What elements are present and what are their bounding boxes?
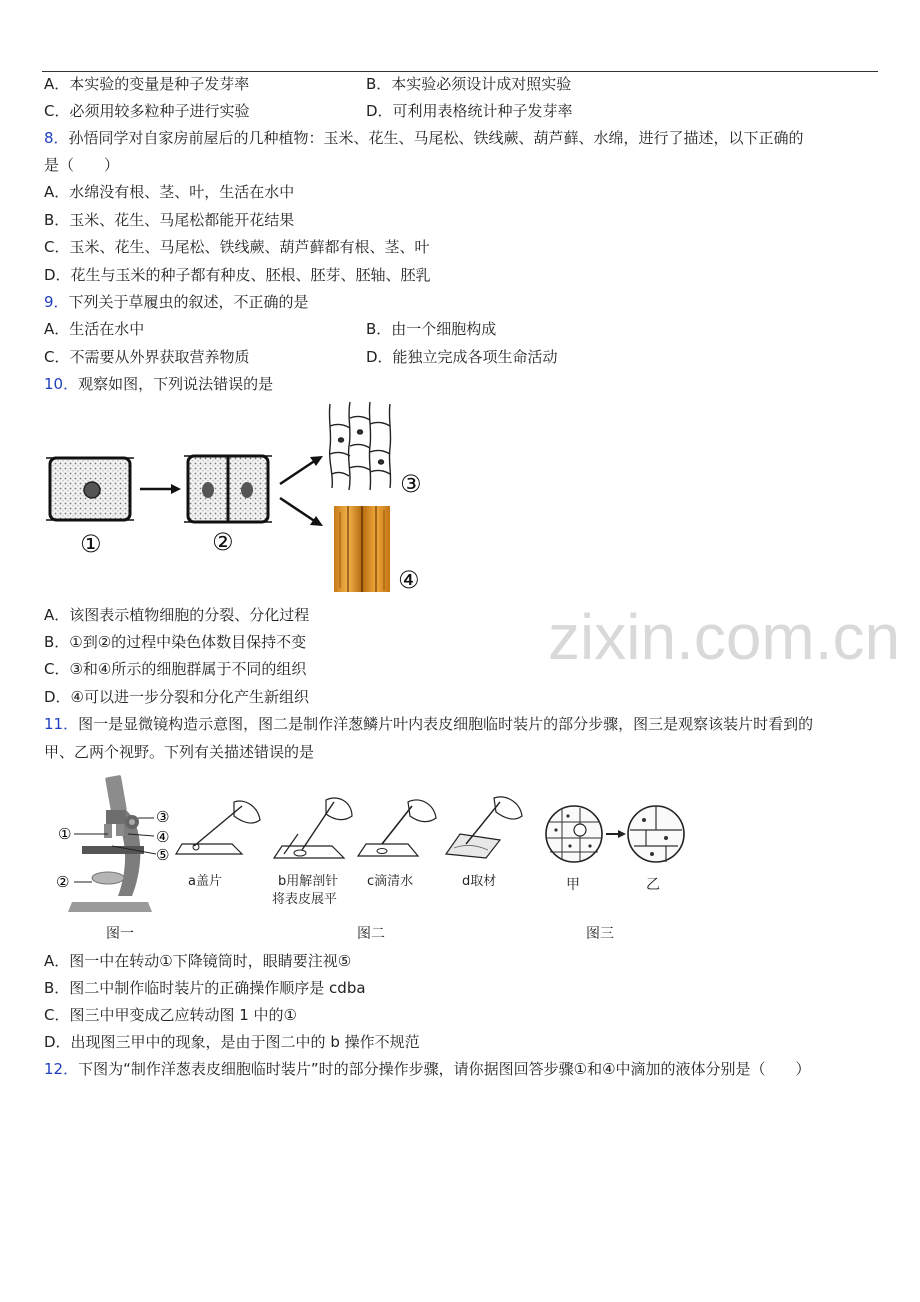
- microscope-label-2: ②: [56, 873, 70, 891]
- q10-option-a: A．该图表示植物细胞的分裂、分化过程: [44, 606, 310, 624]
- view-jia-yi-drawing: [540, 800, 690, 870]
- q11-option-b: B．图二中制作临时装片的正确操作顺序是 cdba: [44, 979, 366, 997]
- q12-number: 12．: [44, 1060, 79, 1078]
- q8-option-a: A．水绵没有根、茎、叶，生活在水中: [44, 183, 295, 201]
- tissue-three-drawing: [329, 402, 390, 490]
- q10-option-b: B．①到②的过程中染色体数目保持不变: [44, 633, 307, 651]
- watermark: zixin.com.cn: [548, 601, 901, 673]
- step-b-label-line1: b用解剖针: [278, 874, 339, 889]
- arrow-down: [280, 498, 316, 522]
- q10-option-d: D．④可以进一步分裂和分化产生新组织: [44, 688, 309, 706]
- step-b-drawing: [268, 794, 364, 864]
- microscope-label-3: ③: [156, 808, 170, 826]
- view-jia-label: 甲: [566, 877, 580, 893]
- figure-two-caption: 图二: [357, 926, 385, 942]
- q10-option-c: C．③和④所示的细胞群属于不同的组织: [44, 660, 307, 678]
- cell-two-drawing: [184, 456, 272, 522]
- figure-one-caption: 图一: [106, 926, 134, 942]
- q11-option-c: C．图三中甲变成乙应转动图 1 中的①: [44, 1006, 298, 1024]
- view-yi-label: 乙: [646, 877, 660, 893]
- q7-option-d: D．可利用表格统计种子发芽率: [366, 102, 573, 120]
- q8-stem-line2: 是（ ）: [44, 156, 120, 174]
- q8-option-c: C．玉米、花生、马尾松、铁线蕨、葫芦藓都有根、茎、叶: [44, 238, 430, 256]
- tissue-four-drawing: [334, 506, 390, 592]
- q7-option-c: C．必须用较多粒种子进行实验: [44, 102, 250, 120]
- q12-stem-text: 下图为“制作洋葱表皮细胞临时装片”时的部分操作步骤，请你据图回答步骤①和④中滴加的液体分别是（ ）: [78, 1060, 811, 1078]
- q8-option-d: D．花生与玉米的种子都有种皮、胚根、胚芽、胚轴、胚乳: [44, 266, 431, 284]
- q11-stem-line2: 甲、乙两个视野。下列有关描述错误的是: [44, 743, 315, 761]
- q9-option-d: D．能独立完成各项生命活动: [366, 348, 558, 366]
- step-a-drawing: [172, 792, 266, 862]
- q12-stem: [44, 1058, 811, 1080]
- q9-option-a: A．生活在水中: [44, 320, 145, 338]
- figure-three-caption: 图三: [586, 926, 614, 942]
- q11-stem-line1: [44, 713, 813, 735]
- step-a-label: a盖片: [188, 874, 222, 889]
- q11-option-a: A．图一中在转动①下降镜筒时，眼睛要注视⑤: [44, 952, 352, 970]
- q11-stem-text: 图一是显微镜构造示意图，图二是制作洋葱鳞片叶内表皮细胞临时装片的部分步骤，图三是观察该装片时看到的: [78, 715, 814, 733]
- microscope-label-4: ④: [156, 828, 170, 846]
- q9-option-c: C．不需要从外界获取营养物质: [44, 348, 250, 366]
- q10-stem-text: 观察如图，下列说法错误的是: [78, 375, 274, 393]
- cell-one-drawing: [46, 458, 134, 520]
- fig-label-3: ③: [400, 470, 422, 498]
- step-d-drawing: [440, 794, 530, 862]
- step-d-label: d取材: [462, 874, 497, 889]
- q9-number: 9．: [44, 293, 69, 311]
- q11-number: 11．: [44, 715, 79, 733]
- q11-option-d: D．出现图三甲中的现象，是由于图二中的 b 操作不规范: [44, 1033, 420, 1051]
- step-b-label-line2: 将表皮展平: [272, 892, 338, 907]
- microscope-label-1: ①: [58, 825, 72, 843]
- q7-option-a: A．本实验的变量是种子发芽率: [44, 75, 250, 93]
- q10-stem: [44, 373, 273, 395]
- q11-microscope-figure: [52, 770, 182, 920]
- step-c-label: c滴清水: [367, 874, 414, 889]
- fig-label-2: ②: [212, 528, 234, 556]
- header-rule: [42, 71, 878, 72]
- q10-cell-division-figure: [44, 402, 444, 598]
- fig-label-1: ①: [80, 530, 102, 558]
- step-c-drawing: [356, 796, 446, 862]
- arrow-up: [280, 460, 316, 484]
- q9-stem-text: 下列关于草履虫的叙述，不正确的是: [68, 293, 309, 311]
- q8-stem-text: 孙悟同学对自家房前屋后的几种植物：玉米、花生、马尾松、铁线蕨、葫芦藓、水绵，进行了描述，以下正确的: [68, 129, 804, 147]
- q8-number: 8．: [44, 129, 69, 147]
- q7-option-b: B．本实验必须设计成对照实验: [366, 75, 572, 93]
- q9-stem: [44, 291, 309, 313]
- microscope-label-5: ⑤: [156, 846, 170, 864]
- q9-option-b: B．由一个细胞构成: [366, 320, 497, 338]
- fig-label-4: ④: [398, 566, 420, 594]
- q8-stem-line1: [44, 127, 804, 149]
- q10-number: 10．: [44, 375, 79, 393]
- q8-option-b: B．玉米、花生、马尾松都能开花结果: [44, 211, 295, 229]
